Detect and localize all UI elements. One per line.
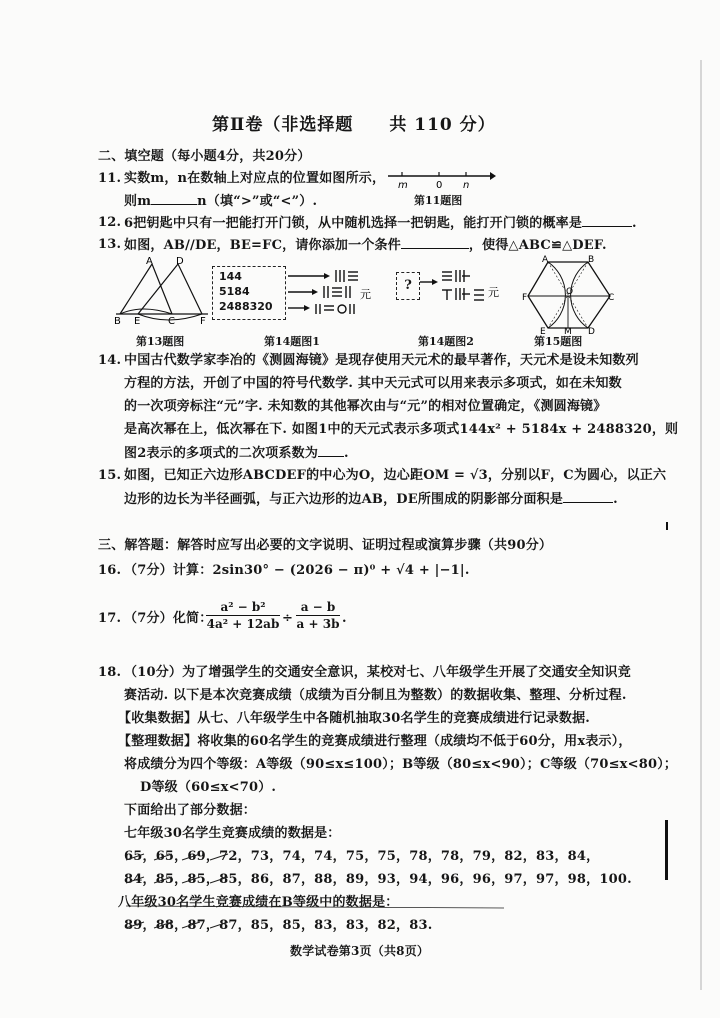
q18-line7: 下面给出了部分数据：	[124, 803, 257, 818]
fig14-1-number-1: 144	[219, 270, 242, 283]
fig14-2-caption: 第14题图2	[418, 335, 474, 348]
fig15-label-A: A	[542, 255, 549, 265]
fig13-label-D: D	[176, 256, 184, 267]
fill-blank-heading: 二、填空题（每小题4分，共20分）	[98, 149, 311, 164]
q17-frac1-numerator: a² − b²	[206, 600, 280, 616]
exam-page: 第Ⅱ卷（非选择题 共 110 分） 二、填空题（每小题4分，共20分） 11. 实数m，n在数轴上对应点的位置如图所示， 则m n（填“>”或“<”）. m 0 n 第11题图 12. 6把钥匙中只有一把能打开门锁，从中随机选择一把钥匙，能打开门锁的概率是 . 13. 如图，AB//DE，BE=FC，请你添加一个条件 ，使得△ABC≌△DEF. A D B E C F 第13题图 144 5184 2488320 元 第14题图1 ? 元 第14题图2 A B F O C E M D 第15题图 14. 中国古代数学家李冶的《测圆海镜》是现存使用天元术的最早著作，天元术是设未知数列 方程的方法，开创了中国的符号代数学. 其中天元式可以用来表示多项式，如在未知数 的一次项旁标注“元”字. 未知数的其他幂次由与“元”的相对位置确定，《测圆海镜》 是高次幂在上，低次幂在下. 如图1中的天元式表示多项式144x² + 5184x + 2488320，则 图2表示的多项式的二次项系数为 . 15. 如图，已知正六边形ABCDEF的中心为O，边心距OM = √3，分别以F，C为圆心，以正六 边形的边长为半径画弧，与正六边形的边AB，DE所围成的阴影部分面积是 . 三、解答题：解答时应写出必要的文字说明、证明过程或演算步骤（共90分） 16. （7分）计算：2sin30° − (2026 − π)⁰ + √4 + |−1|. 17. （7分）化简： $\frac{\text{a² − b²}}{\text{4a² + 12ab}}$ ÷ $\frac{a - b}{a + 3b}$ . 18. （10分）为了增强学生的交通安全意识，某校对七、八年级学生开展了交通安全知识竞 赛活动. 以下是本次竞赛成绩（成绩为百分制且为整数）的数据收集、整理、分析过程. 【收集数据】从七、八年级学生中各随机抽取30名学生的竞赛成绩进行记录数据. 【整理数据】将收集的60名学生的竞赛成绩进行整理（成绩均不低于60分，用x表示）， 将成绩分为四个等级：A等级（90≤x≤100）；B等级（80≤x<90）；C等级（70≤x<80）； D等级（60≤x<70）. 下面给出了部分数据： 七年级30名学生竞赛成绩的数据是： 65，65，69，72，73，74，74，75，75，78，78，79，82，83，84， 84，85，85，85，86，87，88，89，93，94，96，96，97，97，98，100. 八年级30名学生竞赛成绩在B等级中的数据是： 89，88，87，87，85，85，83，83，82，83. 数学试卷第3页（共8页）	[0, 0, 720, 1018]
q13-text-a: 如图，AB//DE，BE=FC，请你添加一个条件	[124, 238, 401, 253]
q15-line2: 边形的边长为半径画弧，与正六边形的边AB，DE所围成的阴影部分面积是	[124, 492, 564, 507]
fig14-2-rod-numerals	[418, 268, 520, 310]
q18-number: 18.	[98, 665, 122, 680]
scan-mark	[665, 820, 668, 880]
fig15-label-C: C	[608, 293, 615, 303]
fig13-label-B: B	[114, 316, 121, 326]
q12-text: 6把钥匙中只有一把能打开门锁，从中随机选择一把钥匙，能打开门锁的概率是	[124, 216, 583, 231]
q11-caption: 第11题图	[414, 194, 463, 207]
fig15-label-F: F	[522, 293, 528, 303]
fig14-1-number-3: 2488320	[219, 300, 273, 313]
q17-frac2-numerator: a − b	[296, 600, 340, 616]
page-edge-shadow	[700, 60, 702, 990]
solution-heading: 三、解答题：解答时应写出必要的文字说明、证明过程或演算步骤（共90分）	[98, 538, 553, 553]
q14-line2: 方程的方法，开创了中国的符号代数学. 其中天元式可以用来表示多项式，如在未知数	[124, 376, 622, 391]
q16-text: （7分）计算：2sin30° − (2026 − π)⁰ + √4 + |−1|.	[124, 563, 470, 578]
q18-data-row1: 65，65，69，72，73，74，74，75，75，78，78，79，82，83，84，	[124, 849, 600, 864]
fig14-1-rod-numerals	[284, 268, 394, 320]
q14-line3: 的一次项旁标注“元”字. 未知数的其他幂次由与“元”的相对位置确定，《测圆海镜》	[124, 399, 607, 414]
q14-line4: 是高次幂在上，低次幂在下. 如图1中的天元式表示多项式144x² + 5184x + 2488320，则	[124, 422, 679, 437]
q14-number: 14.	[98, 353, 122, 368]
fig13-caption: 第13题图	[136, 335, 185, 348]
q13-number: 13.	[98, 237, 122, 252]
fig15-label-E: E	[540, 327, 546, 336]
fig14-1-number-2: 5184	[219, 285, 250, 298]
q14-line1: 中国古代数学家李冶的《测圆海镜》是现存使用天元术的最早著作，天元术是设未知数列	[124, 353, 639, 368]
fig13-label-E: E	[134, 316, 141, 326]
q11-label-n: n	[463, 180, 470, 191]
page-footer: 数学试卷第3页（共8页）	[290, 944, 430, 958]
q15-answer-blank[interactable]	[563, 490, 613, 503]
q15-hexagon-figure	[522, 254, 616, 336]
fig14-2-question-box: ?	[396, 272, 420, 300]
fig14-1-caption: 第14题图1	[264, 335, 320, 348]
fig13-label-F: F	[200, 316, 206, 326]
q17-prefix: （7分）化简：	[124, 611, 213, 626]
fig15-label-D: D	[588, 327, 595, 336]
q18-line6: D等级（60≤x<70）.	[140, 780, 277, 795]
q12-number: 12.	[98, 215, 122, 230]
q13-triangles-figure	[112, 256, 212, 326]
q13-text-b: ，使得△ABC≌△DEF.	[468, 238, 607, 253]
q18-data-row2: 84，85，85，85，86，87，88，89，93，94，96，96，97，97，98，100.	[124, 872, 632, 887]
q17-frac1-denominator: 4a² + 12ab	[206, 617, 280, 631]
q18-line4: 【整理数据】将收集的60名学生的竞赛成绩进行整理（成绩均不低于60分，用x表示），	[118, 734, 632, 749]
section-title: 第Ⅱ卷（非选择题 共 110 分）	[212, 115, 496, 135]
q11-label-0: 0	[436, 180, 443, 191]
q18-line11: 八年级30名学生竞赛成绩在B等级中的数据是：	[118, 895, 399, 910]
fig13-label-C: C	[168, 316, 175, 326]
handwritten-strike-marks	[124, 848, 544, 938]
q14-line5: 图2表示的多项式的二次项系数为	[124, 446, 319, 461]
fig14-2-yuan-label: 元	[488, 286, 499, 299]
q17-fraction-2	[296, 600, 340, 631]
q11-line2b: n（填“>”或“<”）.	[197, 194, 318, 209]
q11-answer-blank[interactable]	[151, 192, 197, 205]
fig14-1-yuan-label: 元	[360, 288, 371, 301]
q11-line1: 实数m，n在数轴上对应点的位置如图所示，	[124, 171, 386, 186]
q18-data-row3: 89，88，87，87，85，85，83，83，82，83.	[124, 918, 433, 933]
fig14-1-box	[212, 266, 286, 320]
q18-line8: 七年级30名学生竞赛成绩的数据是：	[124, 826, 341, 841]
q11-number: 11.	[98, 171, 122, 186]
fig15-label-B: B	[588, 255, 595, 265]
q17-divide-sign: ÷	[282, 611, 294, 626]
q11-label-m: m	[398, 180, 408, 191]
q17-end: .	[342, 611, 347, 626]
q17-number: 17.	[98, 611, 122, 626]
q18-line1: （10分）为了增强学生的交通安全意识，某校对七、八年级学生开展了交通安全知识竞	[124, 665, 631, 680]
scan-mark	[666, 522, 668, 530]
q18-line2: 赛活动. 以下是本次竞赛成绩（成绩为百分制且为整数）的数据收集、整理、分析过程.	[124, 688, 627, 703]
fig15-label-M: M	[564, 327, 572, 336]
q18-line3: 【收集数据】从七、八年级学生中各随机抽取30名学生的竞赛成绩进行记录数据.	[118, 711, 591, 726]
q16-number: 16.	[98, 563, 122, 578]
q15-line1: 如图，已知正六边形ABCDEF的中心为O，边心距OM = √3，分别以F，C为圆心，以正六	[124, 468, 667, 483]
q18-line5: 将成绩分为四个等级：A等级（90≤x≤100）；B等级（80≤x<90）；C等级（70≤x<80）；	[124, 757, 678, 772]
fig13-label-A: A	[146, 256, 153, 267]
q11-line2a: 则m	[124, 194, 152, 209]
q17-frac2-denominator: a + 3b	[296, 617, 340, 631]
q17-fraction-1	[206, 600, 280, 631]
q14-answer-blank[interactable]	[318, 444, 344, 457]
fig15-label-O: O	[566, 287, 574, 297]
q13-answer-blank[interactable]	[401, 236, 469, 249]
q15-number: 15.	[98, 468, 122, 483]
fig15-caption: 第15题图	[534, 335, 583, 348]
q12-answer-blank[interactable]	[582, 214, 632, 227]
